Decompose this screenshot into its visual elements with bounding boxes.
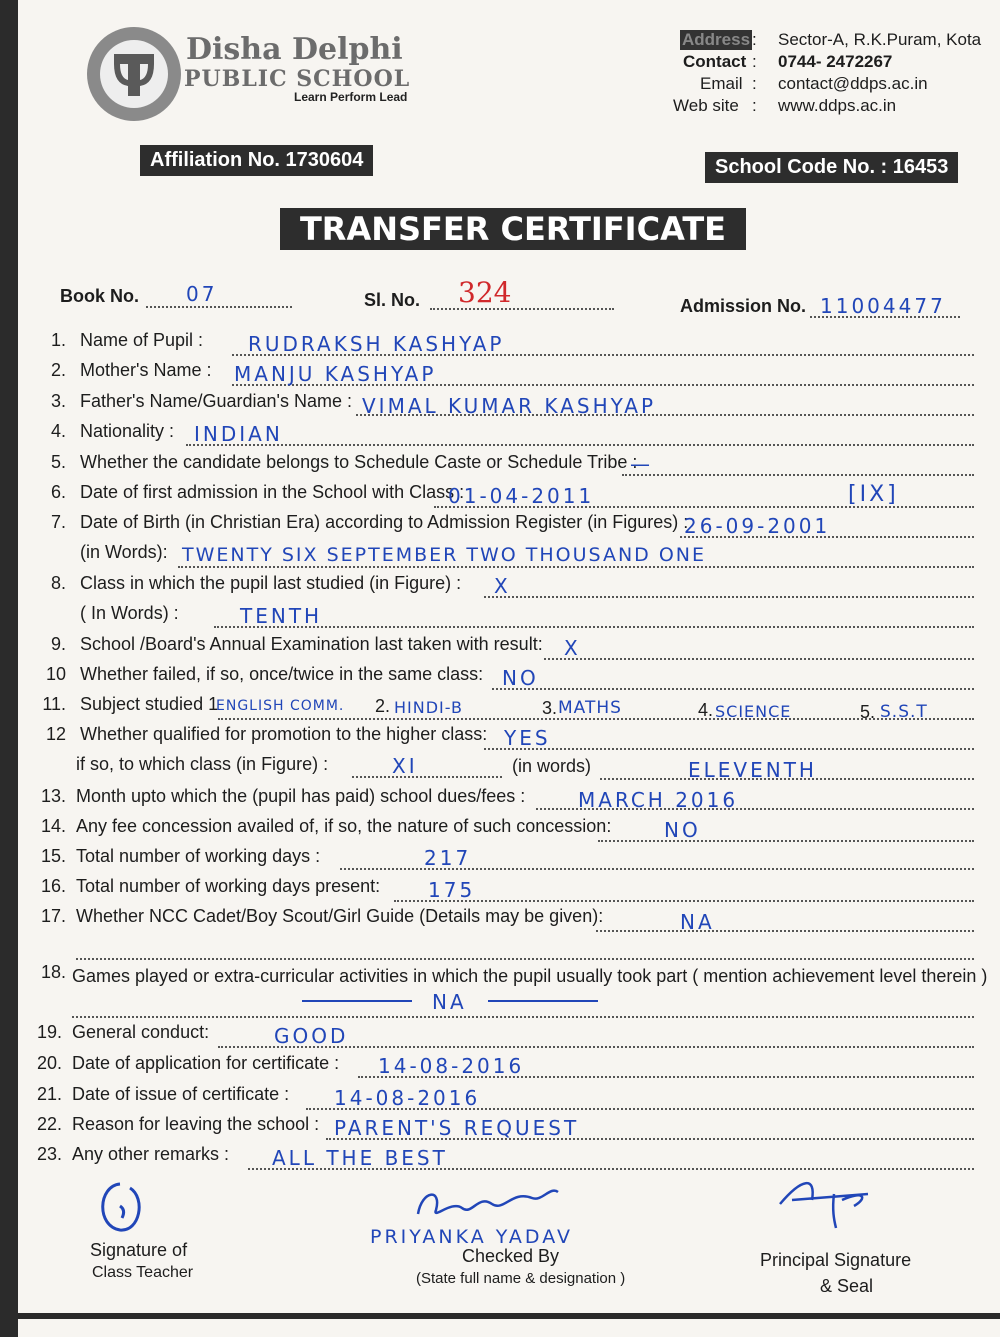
address-label: Address [682, 30, 751, 49]
item-number: 17. [40, 906, 66, 926]
days-present-value: 175 [428, 878, 476, 902]
item-number: 13. [40, 786, 66, 806]
games-dash-left [302, 1000, 412, 1002]
contact-value: 0744- 2472267 [778, 52, 893, 71]
class-teacher-signature [90, 1178, 150, 1238]
book-no-value: 07 [186, 282, 218, 306]
email-value: contact@ddps.ac.in [778, 74, 928, 93]
subject-2-num: 2. [375, 696, 391, 716]
failed-value: NO [502, 666, 539, 690]
subject-3-value: MATHS [558, 698, 622, 718]
nationality-dots [186, 444, 974, 446]
caste-tribe-dots [622, 474, 974, 476]
games-dots [72, 1016, 974, 1018]
last-exam-dots [544, 658, 974, 660]
first-admission-class: [IX] [848, 482, 899, 507]
promotion-class-words-label: (in words) [512, 756, 592, 776]
last-exam-value: X [564, 636, 581, 660]
principal-signature [772, 1170, 882, 1230]
subject-4-value: SCIENCE [715, 702, 792, 721]
school-code-box: School Code No. : 16453 [705, 152, 958, 183]
mothers-name-label: Mother's Name : [80, 360, 212, 380]
item-number: 9. [50, 634, 66, 654]
last-class-words-label: ( In Words) : [80, 603, 179, 623]
page-edge-shadow [0, 0, 18, 1337]
website-sep: : [752, 96, 757, 115]
name-of-pupil-value: RUDRAKSH KASHYAP [248, 332, 505, 356]
remarks-label: Any other remarks : [72, 1144, 230, 1164]
subject-5-num: 5. [860, 702, 876, 722]
caste-tribe-label: Whether the candidate belongs to Schedule Caste or Schedule Tribe : [80, 452, 638, 472]
failed-dots [492, 688, 974, 690]
checked-by-note: (State full name & designation ) [416, 1270, 626, 1287]
item-number: 20. [36, 1053, 62, 1073]
checked-by-name: PRIYANKA YADAV [370, 1226, 573, 1248]
failed-label: Whether failed, if so, once/twice in the same class: [80, 664, 484, 684]
ncc-dots [596, 930, 974, 932]
mothers-name-value: MANJU KASHYAP [234, 362, 437, 386]
fee-concession-label: Any fee concession availed of, if so, the nature of such concession: [76, 816, 612, 836]
item-number: 22. [36, 1114, 62, 1134]
last-exam-label: School /Board's Annual Examination last taken with result: [80, 634, 543, 654]
email-label: Email [700, 74, 743, 93]
last-class-words-value: TENTH [240, 604, 323, 628]
item-number: 1. [50, 330, 66, 350]
promotion-class-fig-dots [352, 776, 502, 778]
games-dash-right [488, 1000, 598, 1002]
subject-1-value: ENGLISH COMM. [216, 698, 345, 714]
issue-date-label: Date of issue of certificate : [72, 1084, 290, 1104]
website-label: Web site [673, 96, 739, 115]
email-sep: : [752, 74, 757, 93]
item-number: 18. [40, 962, 66, 982]
item-number: 8. [50, 573, 66, 593]
fathers-name-label: Father's Name/Guardian's Name : [80, 391, 352, 411]
subjects-label: Subject studied 1 [80, 694, 219, 714]
sl-no-value: 324 [458, 276, 512, 309]
dob-value: 26-09-2001 [684, 514, 831, 538]
fathers-name-value: VIMAL KUMAR KASHYAP [362, 394, 657, 418]
caste-tribe-value: — [630, 452, 653, 476]
sl-no-label: Sl. No. [364, 290, 421, 310]
last-class-dots [484, 596, 974, 598]
working-days-value: 217 [424, 846, 472, 870]
item-number: 5. [50, 452, 66, 472]
ncc-value: NA [680, 910, 715, 934]
address-sep: : [752, 30, 757, 49]
item-number: 4. [50, 421, 66, 441]
item-number: 6. [50, 482, 66, 502]
ncc-label: Whether NCC Cadet/Boy Scout/Girl Guide (Details may be given): [76, 906, 604, 926]
subject-3-num: 3. [542, 698, 558, 718]
nationality-value: INDIAN [194, 422, 283, 446]
name-of-pupil-label: Name of Pupil : [80, 330, 204, 350]
first-admission-value: 01-04-2011 [448, 484, 595, 508]
school-name-line1: Disha Delphi [186, 32, 403, 67]
last-class-words-dots [214, 626, 974, 628]
promotion-class-fig-label: if so, to which class (in Figure) : [76, 754, 329, 774]
item-number: 15. [40, 846, 66, 866]
days-present-label: Total number of working days present: [76, 876, 381, 896]
principal-line1: Principal Signature [760, 1250, 912, 1270]
website-value: www.ddps.ac.in [778, 96, 897, 115]
checked-by-label: Checked By [462, 1246, 560, 1266]
last-class-value: X [494, 574, 511, 598]
book-no-label: Book No. [60, 286, 139, 306]
promotion-dots [484, 748, 974, 750]
admission-no-value: 11004477 [820, 294, 946, 318]
subject-2-value: HINDI-B [394, 698, 463, 717]
promotion-label: Whether qualified for promotion to the higher class: [80, 724, 488, 744]
promotion-class-words-value: ELEVENTH [688, 758, 817, 782]
issue-date-value: 14-08-2016 [334, 1086, 481, 1110]
nationality-label: Nationality : [80, 421, 175, 441]
item-number: 3. [50, 391, 66, 411]
dob-words-dots [178, 566, 974, 568]
application-date-value: 14-08-2016 [378, 1054, 525, 1078]
affiliation-box: Affiliation No. 1730604 [140, 145, 373, 176]
school-name-line2: PUBLIC SCHOOL [184, 66, 411, 92]
conduct-value: GOOD [274, 1024, 349, 1048]
promotion-value: YES [504, 726, 551, 750]
item-number: 21. [36, 1084, 62, 1104]
dob-words-value: TWENTY SIX SEPTEMBER TWO THOUSAND ONE [182, 544, 706, 566]
item-number: 16. [40, 876, 66, 896]
fee-concession-dots [598, 840, 974, 842]
promotion-class-fig-value: XI [392, 754, 418, 778]
item-number: 23. [36, 1144, 62, 1164]
item-number: 12 [45, 724, 66, 744]
item-number: 11. [42, 694, 66, 714]
days-present-dots [394, 900, 974, 902]
application-date-label: Date of application for certificate : [72, 1053, 340, 1073]
ncc-dots-line2 [76, 958, 974, 960]
dues-value: MARCH 2016 [578, 788, 739, 812]
games-value: NA [432, 990, 467, 1014]
working-days-label: Total number of working days : [76, 846, 321, 866]
remarks-value: ALL THE BEST [272, 1146, 448, 1170]
subject-5-value: S.S.T [880, 702, 928, 722]
school-logo [84, 24, 184, 124]
fee-concession-value: NO [664, 818, 701, 842]
games-label: Games played or extra-curricular activities in which the pupil usually took part ( mention achievement level therein ) [72, 966, 988, 986]
dues-label: Month upto which the (pupil has paid) school dues/fees : [76, 786, 526, 806]
first-admission-label: Date of first admission in the School with Class : [80, 482, 465, 502]
item-number: 19. [36, 1022, 62, 1042]
conduct-label: General conduct: [72, 1022, 210, 1042]
leaving-reason-value: PARENT'S REQUEST [334, 1116, 580, 1140]
item-number: 7. [50, 512, 66, 532]
dob-label: Date of Birth (in Christian Era) according to Admission Register (in Figures) : [80, 512, 689, 532]
last-class-label: Class in which the pupil last studied (in Figure) : [80, 573, 462, 593]
class-teacher-line2: Class Teacher [92, 1264, 194, 1281]
school-tagline: Learn Perform Lead [294, 90, 408, 104]
class-teacher-line1: Signature of [90, 1240, 188, 1260]
address-value: Sector-A, R.K.Puram, Kota [778, 30, 982, 49]
contact-sep: : [752, 52, 757, 71]
item-number: 10 [45, 664, 66, 684]
principal-line2: & Seal [820, 1276, 874, 1296]
certificate-title: TRANSFER CERTIFICATE [280, 208, 746, 250]
checked-by-signature [412, 1180, 562, 1224]
leaving-reason-label: Reason for leaving the school : [72, 1114, 320, 1134]
certificate-page [18, 0, 1000, 1337]
item-number: 2. [50, 360, 66, 380]
contact-label: Contact [683, 52, 747, 71]
dob-words-label: (in Words): [80, 542, 168, 562]
book-no-dots [146, 306, 292, 308]
item-number: 14. [40, 816, 66, 836]
subject-4-num: 4. [698, 700, 714, 720]
admission-no-label: Admission No. [680, 296, 807, 316]
